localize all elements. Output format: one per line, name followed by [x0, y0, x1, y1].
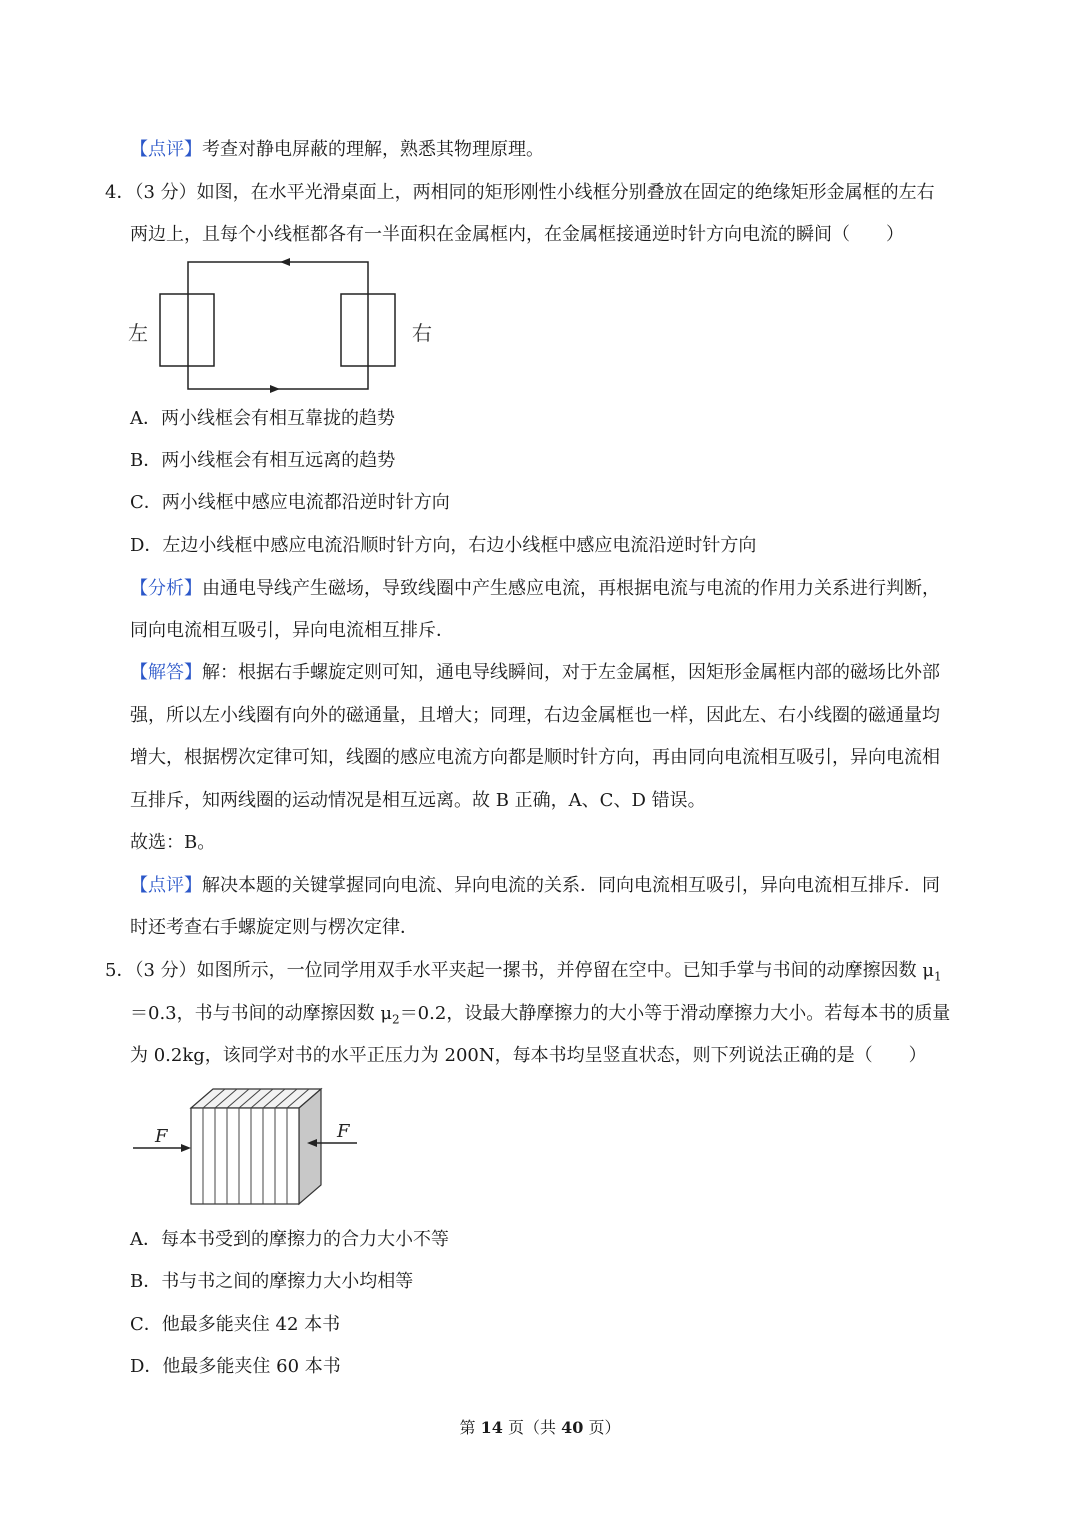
left-small-frame	[160, 294, 214, 366]
q4-answer-line1	[130, 661, 940, 685]
comment-text: 考查对静电屏蔽的理解，熟悉其物理原理。	[202, 139, 544, 160]
q5-figure	[125, 1085, 365, 1210]
book-stack-front	[191, 1108, 299, 1204]
top-current-arrow-icon	[280, 258, 290, 266]
footer-text: 页（共	[502, 1418, 562, 1437]
comment-tag: 【点评】	[130, 875, 202, 896]
q4-stem-line1: 4．（3 分）如图，在水平光滑桌面上，两相同的矩形刚性小线框分别叠放在固定的绝缘矩形金属框的左右	[105, 182, 935, 203]
answer-text: 解：根据右手螺旋定则可知，通电导线瞬间，对于左金属框，因矩形金属框内部的磁场比外部	[202, 662, 940, 683]
q4-answer-line4: 互排斥，知两线圈的运动情况是相互远离。故 B 正确，A、C、D 错误。	[130, 790, 706, 811]
left-force-label: F	[155, 1126, 168, 1147]
analysis-text: 由通电导线产生磁场，导致线圈中产生感应电流，再根据电流与电流的作用力关系进行判断，	[202, 578, 940, 599]
q4-comment-line2: 时还考查右手螺旋定则与楞次定律．	[130, 917, 418, 938]
q5-option-c: C．他最多能夹住 42 本书	[130, 1314, 341, 1335]
total-pages: 40	[561, 1418, 584, 1437]
q5-stem-line2	[130, 1002, 950, 1032]
q4-option-d: D．左边小线框中感应电流沿顺时针方向，右边小线框中感应电流沿逆时针方向	[130, 535, 757, 556]
q4-choice: 故选：B。	[130, 832, 216, 853]
q5-option-a: A．每本书受到的摩擦力的合力大小不等	[130, 1229, 449, 1250]
q4-analysis-line1	[130, 577, 940, 601]
right-force-label: F	[337, 1121, 350, 1142]
q5-option-d: D．他最多能夹住 60 本书	[130, 1356, 341, 1377]
right-label: 右	[412, 321, 432, 345]
left-label: 左	[128, 321, 148, 345]
mu1-subscript: 1	[934, 969, 942, 984]
q5-stem-text: ＝0.2，设最大静摩擦力的大小等于滑动摩擦力大小。若每本书的质量	[399, 1003, 951, 1024]
q4-stem-line2: 两边上，且每个小线框都各有一半面积在金属框内，在金属框接通逆时针方向电流的瞬间（ ）	[130, 224, 904, 245]
q4-option-c: C．两小线框中感应电流都沿逆时针方向	[130, 492, 450, 513]
footer-text: 第	[459, 1418, 481, 1437]
page-footer	[0, 1415, 1080, 1438]
q4-comment-line1	[130, 874, 940, 898]
q4-answer-line3: 增大，根据楞次定律可知，线圈的感应电流方向都是顺时针方向，再由同向电流相互吸引，异向电流相	[130, 747, 940, 768]
q4-option-b: B．两小线框会有相互远离的趋势	[130, 450, 396, 471]
q5-stem-text: ＝0.3，书与书间的动摩擦因数 μ	[130, 1003, 393, 1024]
q5-stem-text: 5．（3 分）如图所示，一位同学用双手水平夹起一摞书，并停留在空中。已知手掌与书间的动摩擦因数 μ	[105, 960, 935, 981]
bottom-current-arrow-icon	[270, 385, 280, 393]
q4-answer-line2: 强，所以左小线圈有向外的磁通量，且增大；同理，右边金属框也一样，因此左、右小线圈的磁通量均	[130, 705, 940, 726]
left-force-arrow-icon	[181, 1144, 191, 1152]
q5-stem-line3: 为 0.2kg，该同学对书的水平正压力为 200N，每本书均呈竖直状态，则下列说法正确的是（ ）	[130, 1045, 927, 1066]
q4-option-a: A．两小线框会有相互靠拢的趋势	[130, 408, 395, 429]
q4-analysis-line2: 同向电流相互吸引，异向电流相互排斥．	[130, 620, 454, 641]
comment-tag: 【点评】	[130, 139, 202, 160]
page-number: 14	[480, 1418, 503, 1437]
analysis-tag: 【分析】	[130, 578, 202, 599]
top-comment	[130, 138, 544, 162]
q4-figure	[120, 255, 450, 395]
answer-tag: 【解答】	[130, 662, 202, 683]
footer-text: 页）	[583, 1418, 621, 1437]
mu2-subscript: 2	[392, 1012, 400, 1027]
q5-option-b: B．书与书之间的摩擦力大小均相等	[130, 1271, 414, 1292]
comment-text: 解决本题的关键掌握同向电流、异向电流的关系．同向电流相互吸引，异向电流相互排斥．同	[202, 875, 940, 896]
book-stack-side	[299, 1089, 321, 1204]
q5-stem-line1	[105, 959, 942, 989]
